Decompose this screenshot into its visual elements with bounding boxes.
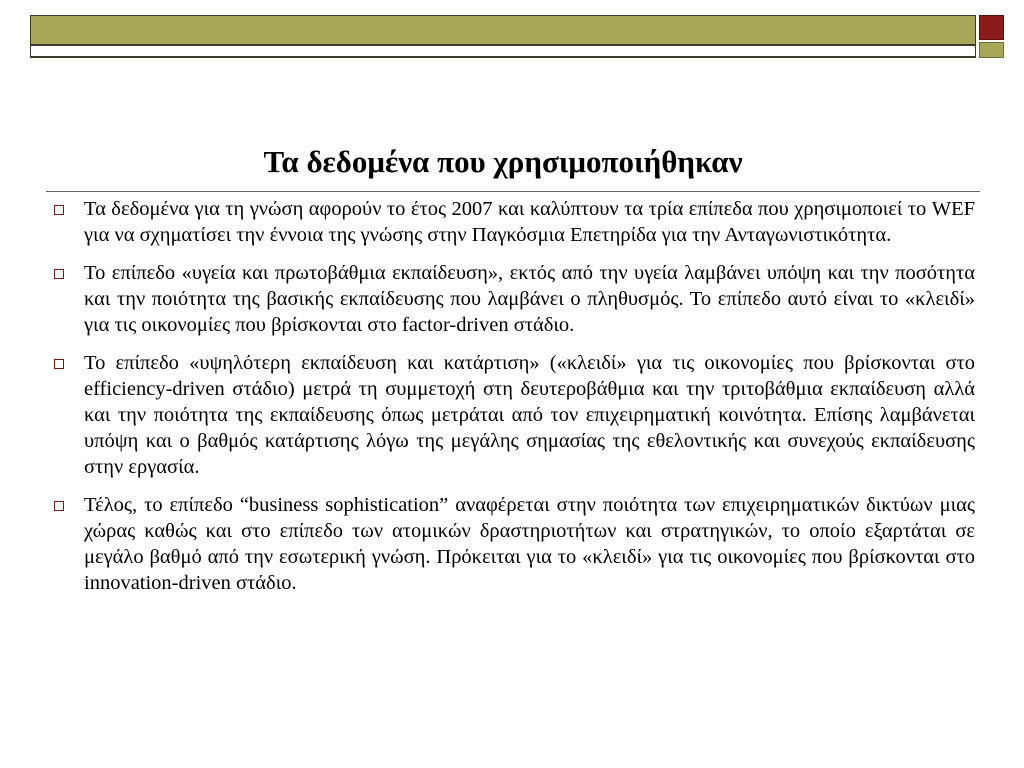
header-decoration-bar: [30, 15, 976, 44]
bullet-item: [50, 350, 975, 480]
corner-square-red: [979, 15, 1004, 40]
bullet-text: Τα δεδομένα για τη γνώση αφορούν το έτος 2007 και καλύπτουν τα τρία επίπεδα που χρησιμοποιεί το WEF για να σχηματίσει την έννοια της γνώσης στην Παγκόσμια Επετηρίδα για την Ανταγωνιστικότητα.: [84, 198, 975, 246]
bullet-item: [50, 260, 975, 338]
slide-title: Τα δεδομένα που χρησιμοποιήθηκαν: [263, 144, 743, 179]
header-decoration-band: [30, 44, 976, 58]
square-bullet-icon: [54, 269, 64, 279]
bullet-item: [50, 492, 975, 596]
bullet-text: Το επίπεδο «υγεία και πρωτοβάθμια εκπαίδευση», εκτός από την υγεία λαμβάνει υπόψη και την ποσότητα και την ποιότητα της βασικής εκπαίδευσης που λαμβάνει ο πληθυσμός. Το επίπεδο αυτό είναι το «κλειδί» για τις οικονομίες που βρίσκονται στο factor-driven στάδιο.: [84, 262, 975, 336]
title-divider: [46, 191, 980, 192]
bullet-list: [50, 196, 975, 608]
corner-square-olive: [979, 42, 1004, 58]
square-bullet-icon: [54, 205, 64, 215]
square-bullet-icon: [54, 359, 64, 369]
bullet-text: Τέλος, το επίπεδο “business sophistication” αναφέρεται στην ποιότητα των επιχειρηματικών δικτύων μιας χώρας καθώς και στο επίπεδο των ατομικών δραστηριοτήτων και στρατηγικών, το οποίο εξαρτάται σε μεγάλο βαθμό από την εσωτερική γνώση. Πρόκειται για το «κλειδί» για τις οικονομίες που βρίσκονται στο innovation-driven στάδιο.: [84, 494, 975, 594]
bullet-item: [50, 196, 975, 248]
square-bullet-icon: [54, 501, 64, 511]
bullet-text: Το επίπεδο «υψηλότερη εκπαίδευση και κατάρτιση» («κλειδί» για τις οικονομίες που βρίσκονται στο efficiency-driven στάδιο) μετρά τη συμμετοχή στη δευτεροβάθμια και την τριτοβάθμια εκπαίδευση αλλά και την ποιότητα της εκπαίδευσης όπως μετράται από τον επιχειρηματική κοινότητα. Επίσης λαμβάνεται υπόψη και ο βαθμός κατάρτισης λόγω της μεγάλης σημασίας της εθελοντικής και συνεχούς εκπαίδευσης στην εργασία.: [84, 352, 975, 478]
